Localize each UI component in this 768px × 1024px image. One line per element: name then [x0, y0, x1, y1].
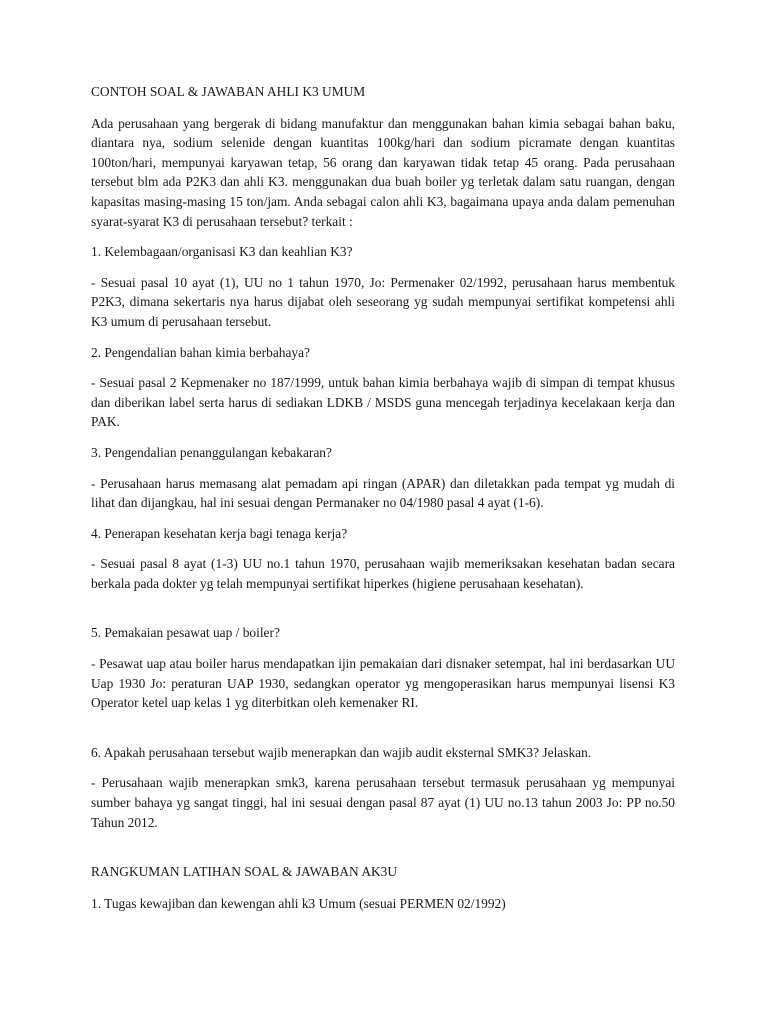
question-4: 4. Penerapan kesehatan kerja bagi tenaga kerja?: [91, 525, 348, 541]
document-title: CONTOH SOAL & JAWABAN AHLI K3 UMUM: [91, 84, 366, 99]
summary-title: RANGKUMAN LATIHAN SOAL & JAWABAN AK3U: [91, 864, 398, 880]
intro-paragraph: Ada perusahaan yang bergerak di bidang manufaktur dan menggunakan bahan kimia sebagai bahan baku, diantara nya, sodium selenide dengan kuantitas 100kg/hari dan sodium picramate dengan kuantitas 100ton/hari, mempunyai karyawan tetap, 56 orang dan karyawan tidak tetap 45 orang. Pada perusahaan tersebut blm ada P2K3 dan ahli K3. menggunakan dua buah boiler yg terletak dalam satu ruangan, dengan kapasitas masing-masing 15 ton/jam. Anda sebagai calon ahli K3, bagaimana upaya anda dalam pemenuhan syarat-syarat K3 di perusahaan tersebut? terkait :: [91, 115, 675, 229]
document-body: [91, 82, 675, 924]
answer-5: - Pesawat uap atau boiler harus mendapatkan ijin pemakaian dari disnaker setempat, hal ini berdasarkan UU Uap 1930 Jo: peraturan UAP 1930, sedangkan operator yg mengoperasikan harus mempunyai lisensi K3 Operator ketel uap kelas 1 yg diterbitkan oleh kemenaker RI.: [91, 656, 675, 711]
question-3: 3. Pengendalian penanggulangan kebakaran?: [91, 444, 332, 460]
question-1: 1. Kelembagaan/organisasi K3 dan keahlian K3?: [91, 244, 353, 260]
answer-4: - Sesuai pasal 8 ayat (1-3) UU no.1 tahun 1970, perusahaan wajib memeriksakan kesehatan badan secara berkala pada dokter yg telah mempunyai sertifikat hiperkes (higiene perusahaan kesehatan).: [91, 556, 675, 591]
answer-2: - Sesuai pasal 2 Kepmenaker no 187/1999, untuk bahan kimia berbahaya wajib di simpan di tempat khusus dan diberikan label serta harus di sediakan LDKB / MSDS guna mencegah terjadinya kecelakaan kerja dan PAK.: [91, 375, 675, 430]
question-5: 5. Pemakaian pesawat uap / boiler?: [91, 625, 280, 641]
answer-6: - Perusahaan wajib menerapkan smk3, karena perusahaan tersebut termasuk perusahaan yg mempunyai sumber bahaya yg sangat tinggi, hal ini sesuai dengan pasal 87 ayat (1) UU no.13 tahun 2003 Jo: PP no.50 Tahun 2012.: [91, 775, 675, 830]
summary-item-1: 1. Tugas kewajiban dan kewengan ahli k3 Umum (sesuai PERMEN 02/1992): [91, 895, 506, 911]
question-2: 2. Pengendalian bahan kimia berbahaya?: [91, 344, 310, 360]
answer-1: - Sesuai pasal 10 ayat (1), UU no 1 tahun 1970, Jo: Permenaker 02/1992, perusahaan harus membentuk P2K3, dimana sekertaris nya harus dijabat oleh seseorang yg sudah mempunyai sertifikat kompetensi ahli K3 umum di perusahaan tersebut.: [91, 274, 675, 329]
answer-3: - Perusahaan harus memasang alat pemadam api ringan (APAR) dan diletakkan pada tempat yg mudah di lihat dan dijangkau, hal ini sesuai dengan Permanaker no 04/1980 pasal 4 ayat (1-6).: [91, 475, 675, 511]
question-6: 6. Apakah perusahaan tersebut wajib menerapkan dan wajib audit eksternal SMK3? Jelaskan.: [91, 744, 592, 760]
